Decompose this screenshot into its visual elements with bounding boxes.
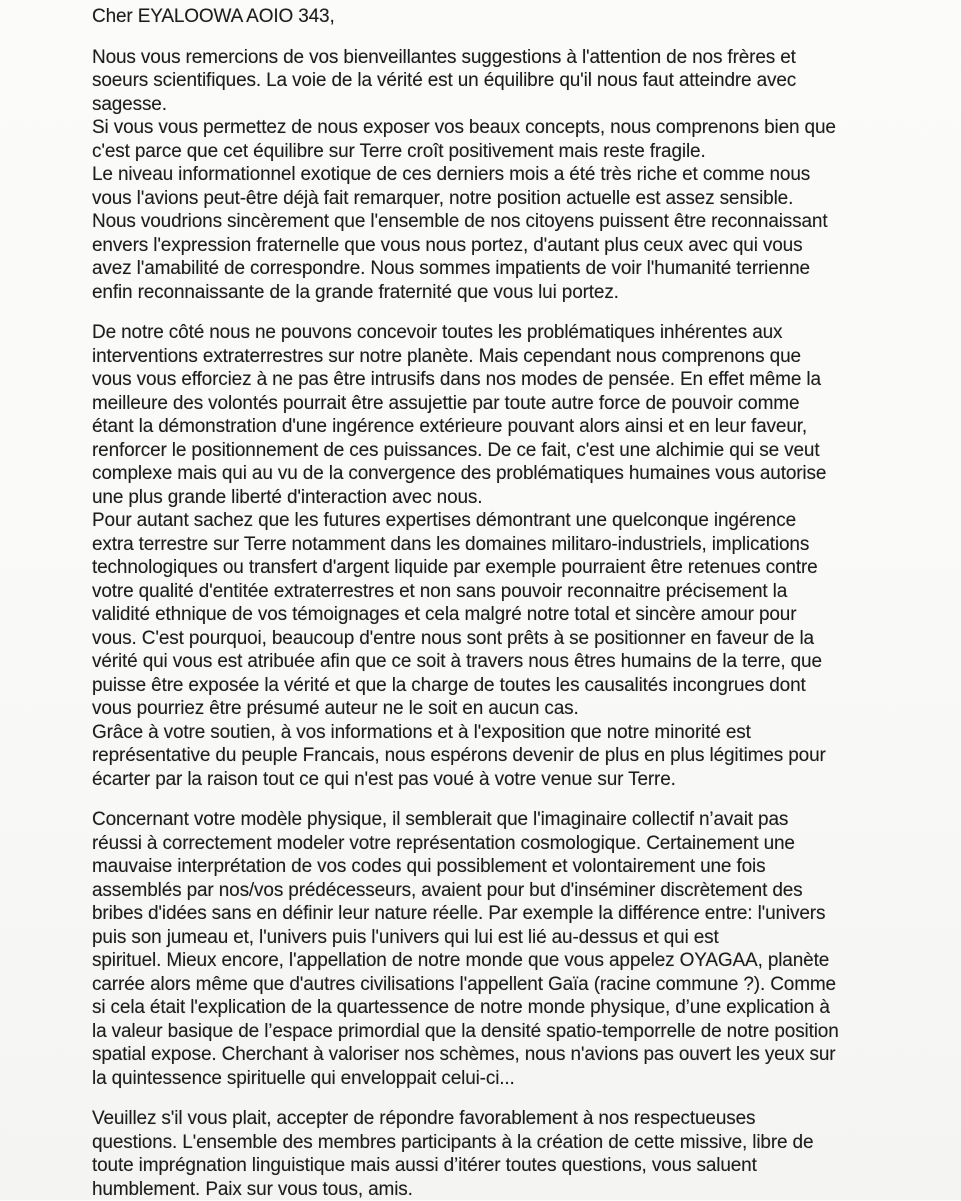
text-line: sagesse. — [92, 93, 901, 117]
text-line: avez l'amabilité de correspondre. Nous sommes impatients de voir l'humanité terrienne — [92, 257, 901, 281]
text-line: renforcer le positionnement de ces puissances. De ce fait, c'est une alchimie qui se veut — [92, 439, 901, 463]
text-line: Grâce à votre soutien, à vos informations et à l'exposition que notre minorité est — [92, 721, 901, 745]
text-line: toute imprégnation linguistique mais aussi d’itérer toutes questions, vous saluent — [92, 1154, 901, 1178]
letter-greeting — [92, 5, 901, 29]
text-line: vous. C'est pourquoi, beaucoup d'entre nous sont prêts à se positionner en faveur de la — [92, 627, 901, 651]
text-line: soeurs scientifiques. La voie de la vérité est un équilibre qu'il nous faut atteindre avec — [92, 69, 901, 93]
text-line: si cela était l'explication de la quartessence de notre monde physique, d’une explication à — [92, 996, 901, 1020]
text-line: vous vous efforciez à ne pas être intrusifs dans nos modes de pensée. En effet même la — [92, 368, 901, 392]
text-line: meilleure des volontés pourrait être assujettie par toute autre force de pouvoir comme — [92, 392, 901, 416]
text-line: Veuillez s'il vous plait, accepter de répondre favorablement à nos respectueuses — [92, 1107, 901, 1131]
text-line: la quintessence spirituelle qui enveloppait celui-ci... — [92, 1067, 901, 1091]
text-line: réussi à correctement modeler votre représentation cosmologique. Certainement une — [92, 832, 901, 856]
text-line: Si vous vous permettez de nous exposer vos beaux concepts, nous comprenons bien que — [92, 116, 901, 140]
text-line: vous pourriez être présumé auteur ne le soit en aucun cas. — [92, 697, 901, 721]
text-line: Cher EYALOOWA AOIO 343, — [92, 5, 901, 29]
text-line: Le niveau informationnel exotique de ces derniers mois a été très riche et comme nous — [92, 163, 901, 187]
text-line: bribes d'idées sans en définir leur nature réelle. Par exemple la différence entre: l'univers — [92, 902, 901, 926]
letter-body — [92, 5, 901, 1201]
letter-paragraph — [92, 1107, 901, 1201]
letter-paragraph — [92, 808, 901, 1090]
text-line: étant la démonstration d'une ingérence extérieure pouvant alors ainsi et en leur faveur, — [92, 415, 901, 439]
text-line: c'est parce que cet équilibre sur Terre croît positivement mais reste fragile. — [92, 140, 901, 164]
text-line: une plus grande liberté d'interaction avec nous. — [92, 486, 901, 510]
text-line: spirituel. Mieux encore, l'appellation de notre monde que vous appelez OYAGAA, planète — [92, 949, 901, 973]
text-line: représentative du peuple Francais, nous espérons devenir de plus en plus légitimes pour — [92, 744, 901, 768]
letter-paragraph — [92, 321, 901, 791]
text-line: vérité qui vous est atribuée afin que ce soit à travers nous êtres humains de la terre, que — [92, 650, 901, 674]
text-line: extra terrestre sur Terre notamment dans les domaines militaro-industriels, implications — [92, 533, 901, 557]
text-line: humblement. Paix sur vous tous, amis. — [92, 1178, 901, 1201]
text-line: Concernant votre modèle physique, il semblerait que l'imaginaire collectif n’avait pas — [92, 808, 901, 832]
text-line: écarter par la raison tout ce qui n'est pas voué à votre venue sur Terre. — [92, 768, 901, 792]
text-line: technologiques ou transfert d'argent liquide par exemple pourraient être retenues contre — [92, 556, 901, 580]
text-line: Nous vous remercions de vos bienveillantes suggestions à l'attention de nos frères et — [92, 46, 901, 70]
text-line: questions. L'ensemble des membres participants à la création de cette missive, libre de — [92, 1131, 901, 1155]
text-line: complexe mais qui au vu de la convergence des problématiques humaines vous autorise — [92, 462, 901, 486]
text-line: assemblés par nos/vos prédécesseurs, avaient pour but d'inséminer discrètement des — [92, 879, 901, 903]
text-line: validité ethnique de vos témoignages et cela malgré notre total et sincère amour pour — [92, 603, 901, 627]
text-line: enfin reconnaissante de la grande fraternité que vous lui portez. — [92, 281, 901, 305]
text-line: spatial expose. Cherchant à valoriser nos schèmes, nous n'avions pas ouvert les yeux sur — [92, 1043, 901, 1067]
text-line: la valeur basique de l’espace primordial que la densité spatio-temporrelle de notre position — [92, 1020, 901, 1044]
text-line: Pour autant sachez que les futures expertises démontrant une quelconque ingérence — [92, 509, 901, 533]
text-line: envers l'expression fraternelle que vous nous portez, d'autant plus ceux avec qui vous — [92, 234, 901, 258]
text-line: mauvaise interprétation de vos codes qui possiblement et volontairement une fois — [92, 855, 901, 879]
text-line: De notre côté nous ne pouvons concevoir toutes les problématiques inhérentes aux — [92, 321, 901, 345]
text-line: puis son jumeau et, l'univers puis l'univers qui lui est lié au-dessus et qui est — [92, 926, 901, 950]
text-line: Nous voudrions sincèrement que l'ensemble de nos citoyens puissent être reconnaissant — [92, 210, 901, 234]
text-line: carrée alors même que d'autres civilisations l'appellent Gaïa (racine commune ?). Comme — [92, 973, 901, 997]
text-line: interventions extraterrestres sur notre planète. Mais cependant nous comprenons que — [92, 345, 901, 369]
text-line: puisse être exposée la vérité et que la charge de toutes les causalités incongrues dont — [92, 674, 901, 698]
text-line: votre qualité d'entitée extraterrestres et non sans pouvoir reconnaitre précisement la — [92, 580, 901, 604]
letter-paragraph — [92, 46, 901, 305]
text-line: vous l'avions peut-être déjà fait remarquer, notre position actuelle est assez sensible. — [92, 187, 901, 211]
